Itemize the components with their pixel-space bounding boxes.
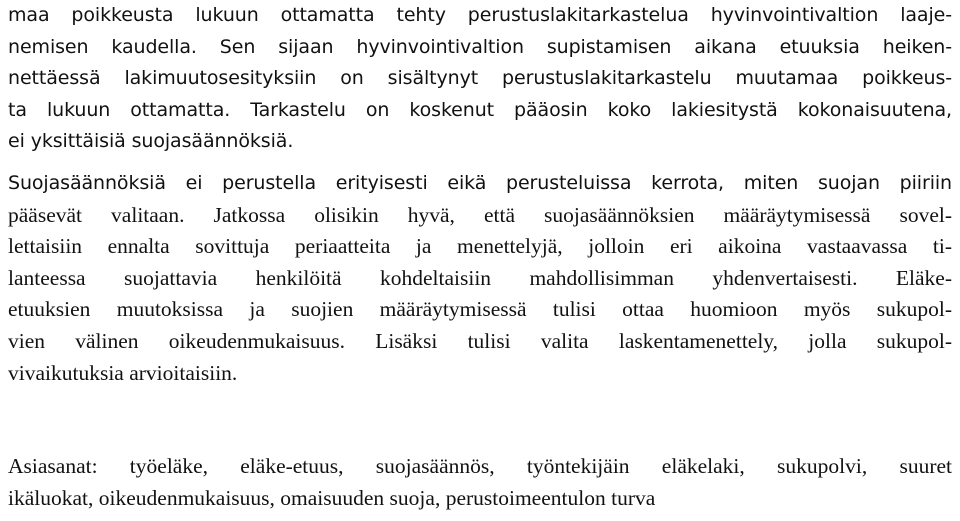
text-line: ta lukuun ottamatta. Tarkastelu on koskenut pääosin koko lakiesitystä kokonaisuutena, bbox=[8, 98, 952, 121]
text-line: lanteessa suojattavia henkilöitä kohdeltaisiin mahdollisimman yhdenvertaisesti. Eläke- bbox=[8, 265, 952, 290]
text-line: maa poikkeusta lukuun ottamatta tehty perustuslakitarkastelua hyvinvointivaltion laaje- bbox=[8, 4, 952, 26]
paragraph-gap bbox=[8, 389, 952, 451]
text-line: vien välinen oikeudenmukaisuus. Lisäksi tulisi valita laskentamenettely, jolla sukupol- bbox=[8, 328, 952, 353]
keywords-line: ikäluokat, oikeudenmukaisuus, omaisuuden suoja, perustoimeentulon turva bbox=[8, 485, 656, 510]
text-line: ei yksittäisiä suojasäännöksiä. bbox=[8, 130, 294, 153]
text-line: vivaikutuksia arvioitaisiin. bbox=[8, 360, 238, 385]
text-line: lettaisiin ennalta sovittuja periaatteita ja menettelyjä, jolloin eri aikoina vastaavassa ti- bbox=[8, 234, 952, 259]
paragraph-gap bbox=[8, 158, 952, 168]
keywords-line: Asiasanat: työeläke, eläke-etuus, suojasäännös, työntekijäin eläkelaki, sukupolvi, suuret bbox=[8, 454, 952, 479]
text-line: nemisen kaudella. Sen sijaan hyvinvointivaltion supistamisen aikana etuuksia heiken- bbox=[8, 35, 952, 58]
document-page bbox=[8, 0, 952, 514]
paragraph-constitutional-review bbox=[8, 0, 952, 158]
text-line: etuuksien muutoksissa ja suojien määräytymisessä tulisi ottaa huomioon myös sukupol- bbox=[8, 297, 952, 322]
text-line: Suojasäännöksiä ei perustella erityisesti eikä perusteluissa kerrota, miten suojan piiriin bbox=[8, 171, 952, 194]
keywords-block bbox=[8, 451, 952, 514]
text-line: pääsevät valitaan. Jatkossa olisikin hyvä, että suojasäännöksien määräytymisessä sovel- bbox=[8, 202, 952, 227]
paragraph-protection-provisions bbox=[8, 168, 952, 389]
text-line: nettäessä lakimuutosesityksiin on sisältynyt perustuslakitarkastelu muutamaa poikkeus- bbox=[8, 67, 952, 90]
